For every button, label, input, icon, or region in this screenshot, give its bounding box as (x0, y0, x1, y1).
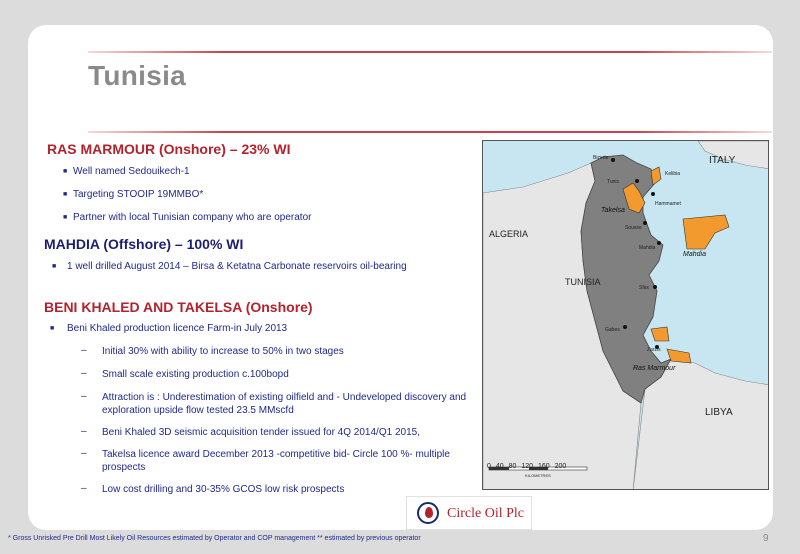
dash-marker: – (81, 426, 87, 437)
ras-marmour-heading: RAS MARMOUR (Onshore) – 23% WI (47, 141, 291, 157)
bullet-marker: ■ (52, 263, 57, 270)
map-city-tunis: Tunis (607, 179, 620, 185)
map-label-libya: LIBYA (705, 407, 733, 418)
mahdia-heading: MAHDIA (Offshore) – 100% WI (44, 236, 244, 252)
map-city-sousse: Sousse (625, 225, 642, 231)
title-divider (88, 131, 772, 133)
map-scale-ticks: 0 40 80 120 160 200 (487, 463, 567, 470)
map-block-ras-marmour: Ras Marmour (633, 365, 676, 372)
map-label-algeria: ALGERIA (489, 229, 529, 239)
kelibia-block (651, 167, 661, 185)
tunisia-map (482, 140, 769, 490)
map-city-bizerte: Bizerte (593, 155, 609, 161)
logo-text: Circle Oil Plc (447, 506, 524, 521)
beni-khaled-heading: BENI KHALED AND TAKELSA (Onshore) (44, 299, 313, 315)
page-number: 9 (763, 533, 769, 544)
map-city-zarzis: Zarzis (647, 347, 661, 353)
dash-marker: – (81, 448, 87, 459)
mahdia-bullet: 1 well drilled August 2014 – Birsa & Ketatna Carbonate reservoirs oil-bearing (67, 261, 407, 272)
dash-marker: – (81, 483, 87, 494)
bullet-marker: ■ (63, 168, 68, 175)
ras-marmour-bullet: Targeting STOOIP 19MMBO* (73, 189, 204, 200)
map-block-mahdia: Mahdia (683, 251, 706, 258)
map-city-hammamet: Hammamet (655, 201, 681, 207)
mahdia-block (683, 215, 729, 249)
map-label-tunisia: TUNISIA (565, 277, 601, 287)
bullet-marker: ■ (63, 191, 68, 198)
beni-khaled-subitem: Attraction is : Underestimation of existing oilfield and - Undeveloped discovery and exploration upside flow tested 23.5 MMscfd (102, 392, 467, 416)
dash-marker: – (81, 345, 87, 356)
map-city-kelibia: Kelibia (665, 171, 681, 177)
dash-marker: – (81, 368, 87, 379)
ras-marmour-bullet: Well named Sedouikech-1 (73, 166, 190, 177)
bullet-marker: ■ (63, 214, 68, 221)
bullet-marker: ■ (50, 325, 55, 332)
map-city-sfax: Sfax (639, 285, 650, 291)
ras-marmour-bullet: Partner with local Tunisian company who are operator (73, 212, 312, 223)
logo-oil-drop-icon (425, 507, 433, 518)
beni-khaled-subitem: Takelsa licence award December 2013 -competitive bid- Circle 100 %- multiple prospects (102, 449, 450, 473)
beni-khaled-bullet: Beni Khaled production licence Farm-in July 2013 (67, 323, 288, 334)
slide-title: Tunisia (88, 60, 187, 91)
company-logo (406, 496, 532, 530)
map-scale-unit: KILOMETRES (525, 473, 551, 478)
map-graphic (483, 141, 769, 490)
map-block-takelsa: Takelsa (601, 207, 625, 214)
footnote: * Gross Unrisked Pre Drill Most Likely Oil Resources estimated by Operator and COP management ** estimated by previous operator (8, 535, 421, 542)
dash-marker: – (81, 391, 87, 402)
beni-khaled-block (651, 327, 669, 341)
map-label-italy: ITALY (709, 155, 736, 166)
top-divider (88, 51, 772, 53)
beni-khaled-subitem: Low cost drilling and 30-35% GCOS low risk prospects (102, 484, 345, 495)
map-city-mahdia: Mahdia (639, 245, 656, 251)
map-city-gabes: Gabes (605, 327, 620, 333)
beni-khaled-subitem: Beni Khaled 3D seismic acquisition tender issued for 4Q 2014/Q1 2015, (102, 427, 420, 438)
beni-khaled-subitem: Small scale existing production c.100bopd (102, 369, 289, 380)
beni-khaled-subitem: Initial 30% with ability to increase to 50% in two stages (102, 346, 344, 357)
